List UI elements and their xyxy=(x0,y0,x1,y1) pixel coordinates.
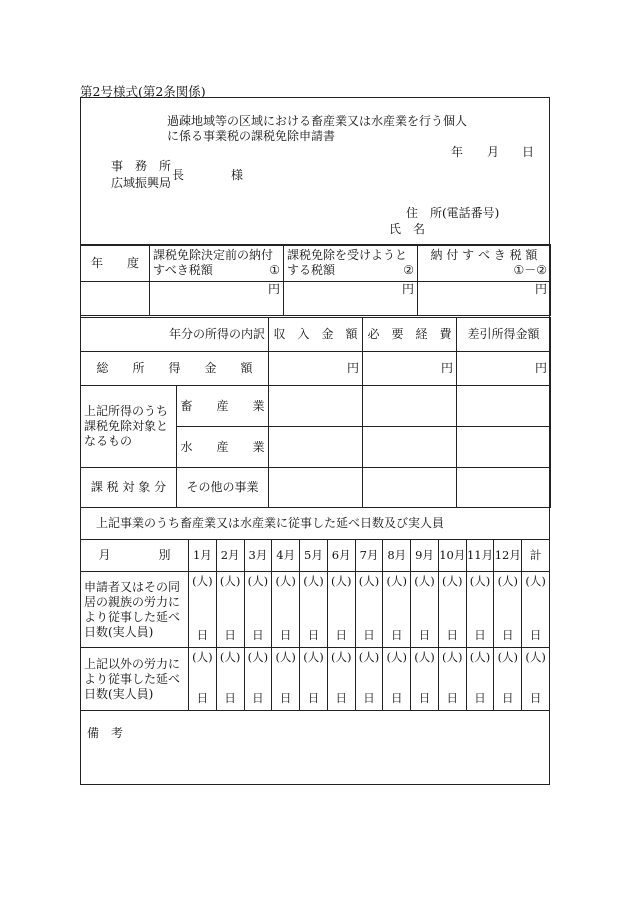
pre-exemption-tax-header xyxy=(150,245,284,282)
other-labor-cell-5[interactable] xyxy=(300,648,328,711)
honorific-label: 様 xyxy=(231,168,244,182)
day-unit: 日 xyxy=(279,628,292,642)
day-unit: 日 xyxy=(224,691,236,705)
person-unit: (人) xyxy=(414,574,435,588)
other-labor-label-line2: より従事した延べ xyxy=(84,671,181,686)
payable-tax-header xyxy=(418,245,551,282)
month-header-1: 1月 xyxy=(189,540,217,572)
application-form xyxy=(80,97,550,785)
day-unit: 日 xyxy=(363,628,375,642)
form-header xyxy=(81,98,549,246)
month-header-9: 9月 xyxy=(411,540,439,572)
month-header-7: 7月 xyxy=(355,540,383,572)
other-labor-cell-1[interactable] xyxy=(189,648,217,711)
exemption-tax-header xyxy=(284,245,418,282)
person-unit: (人) xyxy=(525,650,546,664)
family-labor-cell-13[interactable] xyxy=(522,572,550,648)
person-unit: (人) xyxy=(303,650,324,664)
family-labor-label-line2: 居の親族の労力に xyxy=(84,594,181,609)
month-header-2: 2月 xyxy=(216,540,244,572)
yen-unit: 円 xyxy=(534,282,547,296)
month-header-4: 4月 xyxy=(272,540,300,572)
total-expense-amount[interactable] xyxy=(363,352,457,386)
other-net[interactable] xyxy=(457,468,551,508)
day-unit: 日 xyxy=(196,628,209,642)
family-labor-label xyxy=(81,572,189,648)
person-unit: (人) xyxy=(247,574,269,588)
exempt-income-label-line3: なるもの xyxy=(84,434,133,448)
person-unit: (人) xyxy=(330,574,352,588)
other-labor-cell-9[interactable] xyxy=(411,648,439,711)
month-header-5: 5月 xyxy=(300,540,328,572)
month-header-11: 11月 xyxy=(466,540,494,572)
payable-tax-value[interactable] xyxy=(418,282,551,316)
month-header-12: 12月 xyxy=(494,540,522,572)
other-labor-cell-13[interactable] xyxy=(522,648,550,711)
person-unit: (人) xyxy=(497,650,519,664)
pre-exemption-tax-header-line2: すべき税額 xyxy=(153,263,213,277)
family-labor-cell-12[interactable] xyxy=(494,572,522,648)
payable-tax-header-line1: 納 付 す べ き 税 額 xyxy=(430,248,538,262)
name-label: 氏 名 xyxy=(389,222,426,236)
fishery-income[interactable] xyxy=(269,427,363,468)
person-unit: (人) xyxy=(386,650,407,664)
day-unit: 日 xyxy=(529,691,542,705)
family-labor-cell-9[interactable] xyxy=(411,572,439,648)
day-unit: 日 xyxy=(474,628,486,642)
livestock-net[interactable] xyxy=(457,386,551,427)
family-labor-cell-1[interactable] xyxy=(189,572,217,648)
total-income-amount[interactable] xyxy=(269,352,363,386)
mark-1-minus-2: ①－② xyxy=(513,263,547,277)
day-unit: 日 xyxy=(474,691,486,705)
chief-label: 長 xyxy=(172,168,185,182)
other-labor-cell-4[interactable] xyxy=(272,648,300,711)
family-labor-cell-7[interactable] xyxy=(355,572,383,648)
day-unit: 日 xyxy=(307,628,320,642)
yen-unit: 円 xyxy=(267,282,280,296)
exempt-income-label xyxy=(81,386,177,468)
other-labor-cell-11[interactable] xyxy=(466,648,494,711)
month-header-13: 計 xyxy=(522,540,550,572)
family-labor-label-line3: より従事した延べ xyxy=(84,609,181,624)
day-unit: 日 xyxy=(363,691,375,705)
day-unit: 日 xyxy=(446,628,459,642)
family-labor-cell-3[interactable] xyxy=(244,572,272,648)
fiscal-year-header: 年 度 xyxy=(81,245,150,282)
exemption-tax-header-line1: 課税免除を受けようと xyxy=(287,248,408,262)
yen-unit: 円 xyxy=(441,361,454,375)
person-unit: (人) xyxy=(497,574,519,588)
month-header-label: 月 別 xyxy=(81,540,189,572)
person-unit: (人) xyxy=(192,574,213,588)
other-labor-label-line1: 上記以外の労力に xyxy=(84,656,181,671)
date-month: 月 xyxy=(487,145,500,159)
mark-2: ② xyxy=(403,263,414,277)
day-unit: 日 xyxy=(390,691,403,705)
yen-unit: 円 xyxy=(347,361,360,375)
total-income-label: 総 所 得 金 額 xyxy=(81,352,269,386)
person-unit: (人) xyxy=(358,650,380,664)
livestock-income[interactable] xyxy=(269,386,363,427)
family-labor-label-line1: 申請者又はその同 xyxy=(84,579,181,594)
day-unit: 日 xyxy=(307,691,320,705)
date-year: 年 xyxy=(451,145,464,159)
person-unit: (人) xyxy=(275,650,296,664)
other-labor-cell-3[interactable] xyxy=(244,648,272,711)
exempt-income-label-line2: 課税免除対象と xyxy=(84,419,169,433)
remarks-area[interactable] xyxy=(81,710,549,786)
livestock-expense[interactable] xyxy=(363,386,457,427)
person-unit: (人) xyxy=(358,574,380,588)
address-label: 住 所(電話番号) xyxy=(406,206,500,220)
person-unit: (人) xyxy=(442,574,463,588)
livestock-label: 畜 産 業 xyxy=(177,386,269,427)
yen-unit: 円 xyxy=(535,361,548,375)
family-labor-cell-2[interactable] xyxy=(216,572,244,648)
other-labor-cell-12[interactable] xyxy=(494,648,522,711)
other-income[interactable] xyxy=(269,468,363,508)
form-title-line1: 過疎地域等の区域における畜産業又は水産業を行う個人 xyxy=(167,114,468,128)
person-unit: (人) xyxy=(442,650,463,664)
work-days-caption: 上記事業のうち畜産業又は水産業に従事した延べ日数及び実人員 xyxy=(81,508,550,540)
day-unit: 日 xyxy=(390,628,403,642)
fishery-expense[interactable] xyxy=(363,427,457,468)
other-labor-cell-7[interactable] xyxy=(355,648,383,711)
net-income-header: 差引所得金額 xyxy=(457,318,551,352)
form-number-label: 第2号様式(第2条関係) xyxy=(80,84,206,99)
exemption-tax-header-line2: する税額 xyxy=(287,263,336,277)
other-business-label: その他の事業 xyxy=(177,468,269,508)
tax-amount-table xyxy=(80,244,551,316)
day-unit: 日 xyxy=(224,628,236,642)
day-unit: 日 xyxy=(502,691,514,705)
person-unit: (人) xyxy=(525,574,546,588)
other-labor-cell-2[interactable] xyxy=(216,648,244,711)
other-labor-cell-6[interactable] xyxy=(327,648,355,711)
day-unit: 日 xyxy=(529,628,542,642)
date-day: 日 xyxy=(522,145,535,159)
family-labor-cell-5[interactable] xyxy=(300,572,328,648)
other-labor-label xyxy=(81,648,189,711)
fishery-label: 水 産 業 xyxy=(177,427,269,468)
yen-unit: 円 xyxy=(401,282,414,296)
person-unit: (人) xyxy=(303,574,324,588)
family-labor-cell-4[interactable] xyxy=(272,572,300,648)
month-header-3: 3月 xyxy=(244,540,272,572)
person-unit: (人) xyxy=(219,650,241,664)
person-unit: (人) xyxy=(386,574,407,588)
taxable-portion-label: 課 税 対 象 分 xyxy=(81,468,177,508)
office-label: 事 務 所 xyxy=(111,159,172,173)
family-labor-cell-6[interactable] xyxy=(327,572,355,648)
exemption-tax-value[interactable] xyxy=(284,282,418,316)
income-amount-header: 収 入 金 額 xyxy=(269,318,363,352)
day-unit: 日 xyxy=(196,691,209,705)
day-unit: 日 xyxy=(418,691,431,705)
mark-1: ① xyxy=(269,263,280,277)
person-unit: (人) xyxy=(219,574,241,588)
day-unit: 日 xyxy=(252,628,264,642)
regional-bureau-label: 広域振興局 xyxy=(111,176,172,190)
exempt-income-label-line1: 上記所得のうち xyxy=(84,404,169,418)
person-unit: (人) xyxy=(414,650,435,664)
day-unit: 日 xyxy=(446,691,459,705)
pre-exemption-tax-header-line1: 課税免除決定前の納付 xyxy=(153,248,274,262)
person-unit: (人) xyxy=(469,574,491,588)
remarks-label: 備 考 xyxy=(87,726,124,740)
family-labor-label-line4: 日数(実人員) xyxy=(84,624,154,639)
day-unit: 日 xyxy=(279,691,292,705)
day-unit: 日 xyxy=(418,628,431,642)
day-unit: 日 xyxy=(335,628,347,642)
month-header-8: 8月 xyxy=(383,540,411,572)
person-unit: (人) xyxy=(330,650,352,664)
income-breakdown-table xyxy=(80,317,551,508)
income-breakdown-header: 年分の所得の内訳 xyxy=(81,318,269,352)
family-labor-cell-8[interactable] xyxy=(383,572,411,648)
other-labor-label-line3: 日数(実人員) xyxy=(84,686,154,701)
person-unit: (人) xyxy=(469,650,491,664)
family-labor-cell-11[interactable] xyxy=(466,572,494,648)
total-net-income-amount[interactable] xyxy=(457,352,551,386)
family-labor-cell-10[interactable] xyxy=(438,572,466,648)
other-expense[interactable] xyxy=(363,468,457,508)
day-unit: 日 xyxy=(252,691,264,705)
work-days-table xyxy=(80,507,550,711)
month-header-6: 6月 xyxy=(327,540,355,572)
expense-header: 必 要 経 費 xyxy=(363,318,457,352)
fiscal-year-value[interactable] xyxy=(81,282,150,316)
person-unit: (人) xyxy=(247,650,269,664)
fishery-net[interactable] xyxy=(457,427,551,468)
other-labor-cell-8[interactable] xyxy=(383,648,411,711)
person-unit: (人) xyxy=(192,650,213,664)
day-unit: 日 xyxy=(335,691,347,705)
other-labor-cell-10[interactable] xyxy=(438,648,466,711)
day-unit: 日 xyxy=(502,628,514,642)
person-unit: (人) xyxy=(275,574,296,588)
month-header-10: 10月 xyxy=(438,540,466,572)
pre-exemption-tax-value[interactable] xyxy=(150,282,284,316)
form-title-line2: に係る事業税の課税免除申請書 xyxy=(167,129,336,143)
